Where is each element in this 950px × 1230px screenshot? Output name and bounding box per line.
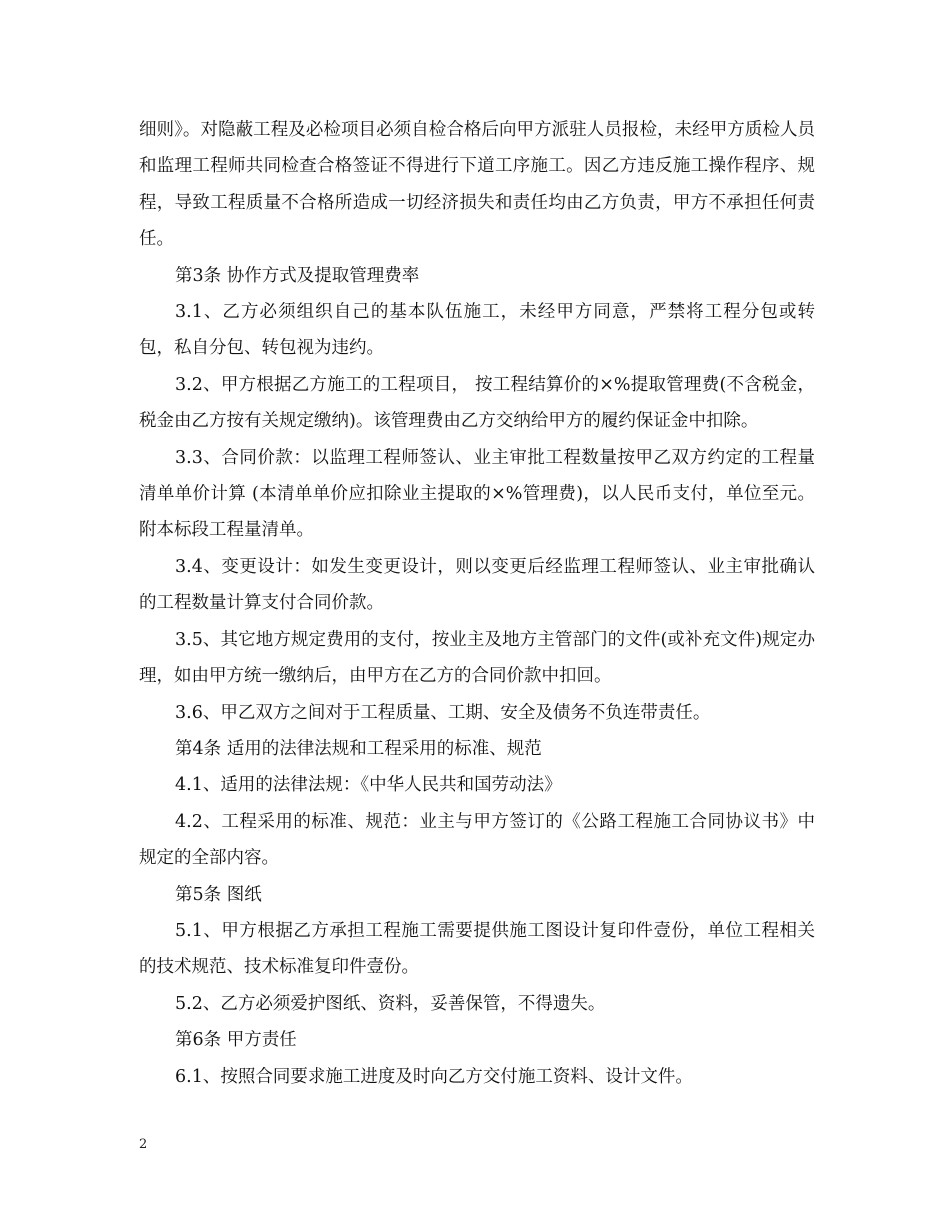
article-3-heading: 第3条 协作方式及提取管理费率: [175, 265, 420, 286]
article-4-heading: 第4条 适用的法律法规和工程采用的标准、规范: [175, 738, 542, 759]
article-6-heading: 第6条 甲方责任: [175, 1030, 297, 1051]
document-body: [139, 112, 815, 1095]
clause-3-2: 3.2、甲方根据乙方施工的工程项目， 按工程结算价的×%提取管理费(不含税金，税金由乙方按有关规定缴纳)。该管理费由乙方交纳给甲方的履约保证金中扣除。: [139, 374, 815, 432]
paragraph-continuation: 细则》。对隐蔽工程及必检项目必须自检合格后向甲方派驻人员报检，未经甲方质检人员和监理工程师共同检查合格签证不得进行下道工序施工。因乙方违反施工操作程序、规程，导致工程质量不合格所造成一切经济损失和责任均由乙方负责，甲方不承担任何责任。: [139, 120, 815, 250]
page-number: 2: [139, 1137, 148, 1152]
clause-5-2: 5.2、乙方必须爱护图纸、资料，妥善保管，不得遗失。: [175, 993, 606, 1014]
clause-3-5: 3.5、其它地方规定费用的支付，按业主及地方主管部门的文件(或补充文件)规定办理，如由甲方统一缴纳后，由甲方在乙方的合同价款中扣回。: [139, 629, 815, 687]
clause-3-6: 3.6、甲乙双方之间对于工程质量、工期、安全及债务不负连带责任。: [175, 702, 711, 723]
clause-3-1: 3.1、乙方必须组织自己的基本队伍施工，未经甲方同意，严禁将工程分包或转包，私自分包、转包视为违约。: [139, 302, 815, 359]
clause-6-1: 6.1、按照合同要求施工进度及时向乙方交付施工资料、设计文件。: [175, 1066, 693, 1087]
clause-5-1: 5.1、甲方根据乙方承担工程施工需要提供施工图设计复印件壹份，单位工程相关的技术规范、技术标准复印件壹份。: [139, 920, 815, 978]
article-5-heading: 第5条 图纸: [175, 884, 262, 905]
clause-3-4: 3.4、变更设计：如发生变更设计，则以变更后经监理工程师签认、业主审批确认的工程数量计算支付合同价款。: [139, 556, 815, 614]
clause-3-3: 3.3、合同价款：以监理工程师签认、业主审批工程数量按甲乙双方约定的工程量清单单价计算 (本清单单价应扣除业主提取的×%管理费)，以人民币支付，单位至元。附本标段工程量清单。: [139, 447, 815, 541]
clause-4-2: 4.2、工程采用的标准、规范：业主与甲方签订的《公路工程施工合同协议书》中规定的全部内容。: [139, 811, 815, 869]
clause-4-1: 4.1、适用的法律法规：《中华人民共和国劳动法》: [175, 775, 562, 796]
